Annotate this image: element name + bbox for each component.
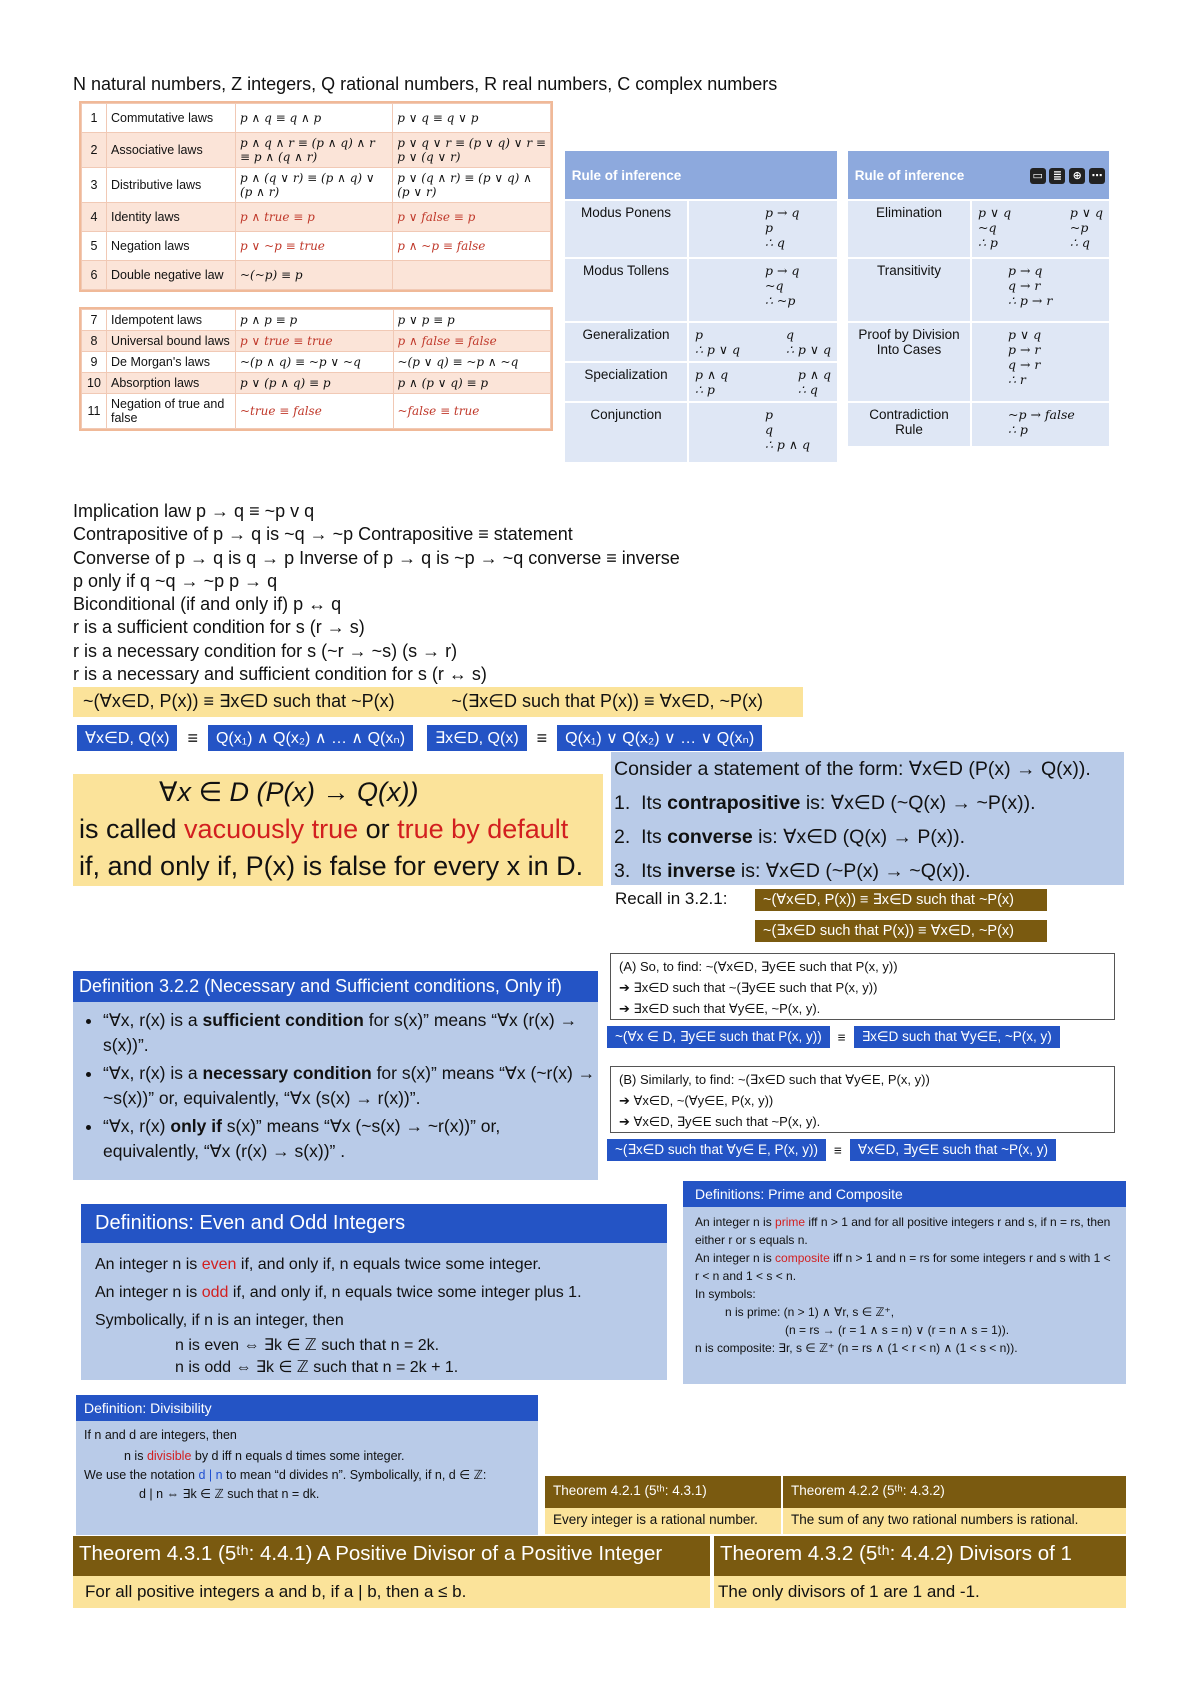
formula-line: p [695,327,704,342]
law-and-form: p ∧ q ≡ q ∧ p [236,104,393,133]
definition-3-2-2 [73,971,598,1180]
text: is: ∀x∈D (~P(x) → ~Q(x)). [735,860,971,882]
text: or [358,814,398,844]
prime-symbolic: n is prime: (n > 1) ∧ ∀r, s ∈ ℤ⁺, [725,1305,895,1319]
theorem-4-2-2-title: Theorem 4.2.2 (5ᵗʰ: 4.3.2) [783,1476,1126,1508]
exists-expansion-chip: Q(x₁) ∨ Q(x₂) ∨ … ∨ Q(xₙ) [557,725,762,751]
law-or-form: p ∨ p ≡ p [393,310,551,331]
definition-title: Definitions: Even and Odd Integers [81,1204,667,1243]
theorem-4-3-2-body: The only divisors of 1 are 1 and -1. [714,1576,1126,1608]
item-number: 2. [614,826,631,848]
text: iff n > 1 and for all positive integers r and s, if n = rs, then either r or s equals n. [695,1215,1111,1247]
step-line: ➔ ∃x∈D such that ∀y∈E, ~P(x, y). [619,1001,821,1016]
more-icon[interactable]: ⋯ [1089,168,1105,184]
rule-name: Proof by Division Into Cases [848,322,971,402]
rule-name: Modus Tollens [565,258,688,322]
law-and-form: ~(~p) ≡ p [236,261,393,290]
formula-line: p [765,407,774,422]
even-term: even [201,1256,237,1273]
definition-title: Definitions: Prime and Composite [683,1181,1126,1207]
odd-symbolic: n is odd ⇔ ∃k ∈ ℤ such that n = 2k + 1. [175,1359,459,1376]
formula-line: p ∨ q [978,205,1012,220]
formula-line: ∴ q [765,235,785,250]
text: We use the notation [84,1468,199,1482]
note-line: Contrapositive of p → q is ~q → ~p Contrapositive ≡ statement [73,524,573,545]
law-number: 6 [82,261,107,290]
inference-table-1 [565,151,837,462]
law-row [82,232,551,261]
even-symbolic: n is even ⇔ ∃k ∈ ℤ such that n = 2k. [175,1337,440,1354]
law-number: 3 [82,168,107,203]
text: An integer n is [695,1251,776,1265]
prime-symbolic-cont: (n = rs → (r = 1 ∧ s = n) ∨ (r = n ∧ s = 1)). [785,1323,1010,1337]
text: “∀x, r(x) is a [103,1010,203,1030]
step-line: (B) Similarly, to find: ~(∃x∈D such that ∀y∈E, P(x, y)) [619,1072,930,1087]
law-number: 2 [82,133,107,168]
law-or-form: p ∧ (p ∨ q) ≡ p [393,373,551,394]
formula-line: p → q [765,263,800,278]
law-or-form: p ∨ q ∨ r ≡ (p ∨ q) ∨ r ≡ p ∨ (q ∨ r) [393,133,551,168]
item-number: 1. [614,792,631,814]
rule-name: Modus Ponens [565,200,688,258]
inference-header: Rule of inference [848,151,971,200]
formula-line: q → r [1008,357,1041,372]
law-or-form: ~false ≡ true [393,394,551,429]
text: n is [124,1449,147,1463]
equiv-sign: ≡ [833,1142,842,1158]
equiv-sign: ≡ [837,1029,846,1045]
formula-line: p → q [1008,263,1043,278]
formula-line: p ∨ q [1008,327,1042,342]
step-line: ➔ ∀x∈D, ~(∀y∈E, P(x, y)) [619,1093,774,1108]
forall-expansion-chip: Q(x₁) ∧ Q(x₂) ∧ … ∧ Q(xₙ) [208,725,413,751]
negation-lhs: ~(∃x∈D such that ∀y∈ E, P(x, y)) [607,1139,826,1161]
prime-term: prime [775,1215,806,1229]
keyword: converse [667,826,753,848]
law-and-form: p ∨ (p ∧ q) ≡ p [236,373,394,394]
formula-line: ~p [1069,220,1089,235]
text: “∀x, r(x) is a [103,1063,203,1083]
text: for s(x)” means “∀x (r(x) → s(x))”. [103,1010,578,1055]
forall-chip: ∀x∈D, Q(x) [77,725,177,751]
rule-name: Conjunction [565,402,688,462]
formula-line: ~q [765,278,784,293]
law-and-form: p ∨ true ≡ true [236,331,394,352]
law-number: 9 [82,352,107,373]
formula-line: ∴ p ∨ q [695,342,741,357]
notes-icon[interactable]: ≣ [1049,168,1065,184]
law-or-form: p ∨ q ≡ q ∨ p [393,104,551,133]
step-line: (A) So, to find: ~(∀x∈D, ∃y∈E such that P(x, y)) [619,959,898,974]
def-line [95,1279,653,1307]
law-and-form: p ∧ p ≡ p [236,310,394,331]
law-and-form: p ∨ ~p ≡ true [236,232,393,261]
step-line: ➔ ∀x∈D, ∃y∈E such that ~P(x, y). [619,1114,821,1129]
note-line: p only if q ~q → ~p p → q [73,570,278,591]
theorem-4-2-1-title: Theorem 4.2.1 (5ᵗʰ: 4.3.1) [545,1476,781,1508]
exists-chip: ∃x∈D, Q(x) [427,725,527,751]
text: is: ∀x∈D (~Q(x) → ~P(x)). [800,792,1036,814]
inference-table-2 [848,151,1109,446]
formula-line: ∴ p → r [1008,293,1053,308]
law-row [82,373,551,394]
law-row [82,104,551,133]
definition-title: Definition: Divisibility [76,1395,538,1421]
divisibility-definition [76,1395,538,1535]
item-number: 3. [614,860,631,882]
law-row [82,310,551,331]
keyword: sufficient condition [202,1010,364,1030]
formula-line: ~p → false [1008,407,1075,422]
law-or-form: p ∨ false ≡ p [393,203,551,232]
divisible-term: divisible [146,1449,192,1463]
law-row [82,394,551,429]
text: An integer n is [95,1256,202,1273]
rule-name: Elimination [848,200,971,258]
formula-line: ∴ p ∨ q [785,342,831,357]
formula-line: ∴ q [797,382,818,397]
vacuous-line [79,811,603,848]
def-line [695,1249,1114,1285]
note-line: r is a necessary condition for s (~r → ~s) (s → r) [73,640,458,661]
rule-name: Specialization [565,362,688,402]
text: to mean “d divides n”. Symbolically, if n, d ∈ ℤ: [222,1468,487,1482]
law-name: Negation of true and false [107,394,236,429]
formula-line: p → r [1008,342,1041,357]
formula-line: ∴ p [1008,422,1028,437]
law-or-form [393,261,551,290]
law-row [82,133,551,168]
law-and-form: p ∧ true ≡ p [236,203,393,232]
composite-term: composite [775,1251,830,1265]
law-or-form: p ∧ false ≡ false [393,331,551,352]
keyword: inverse [667,860,736,882]
law-name: Universal bound laws [107,331,236,352]
text: s(x)” means “∀x (~s(x) → ~r(x))” or, equivalently, “∀x (r(x) → s(x))” . [103,1116,501,1161]
formula-line: p → q [765,205,800,220]
recall-line-1: ~(∀x∈D, P(x)) ≡ ∃x∈D such that ~P(x) [755,889,1047,911]
law-number: 8 [82,331,107,352]
inference-header: Rule of inference [565,151,688,200]
formula-line: ∴ r [1008,372,1026,387]
text: for s(x)” means “∀x (~r(x) → ~s(x))” or, equivalently, “∀x (s(x) → r(x))”. [103,1063,596,1108]
formula-line: ∴ p ∧ q [765,437,811,452]
laws-table-1 [79,101,553,292]
note-line: Implication law p → q ≡ ~p v q [73,501,315,521]
def-line: In symbols: [695,1287,756,1301]
law-name: Identity laws [107,203,236,232]
consider-title: Consider a statement of the form: ∀x∈D (P(x) → Q(x)). [614,758,1091,780]
composite-symbolic: n is composite: ∃r, s ∈ ℤ⁺ (n = rs ∧ (1 < r < n) ∧ (1 < s < n)). [695,1341,1018,1355]
formula-line: ∴ p [695,382,715,397]
law-number: 10 [82,373,107,394]
law-number: 1 [82,104,107,133]
note-line: Biconditional (if and only if) p ↔ q [73,594,342,615]
recall-line-2: ~(∃x∈D such that P(x)) ≡ ∀x∈D, ~P(x) [755,920,1047,942]
equiv-sign: ≡ [536,727,548,748]
text: Its [641,792,668,814]
formula-line: q → r [1008,278,1041,293]
negation-rhs: ∃x∈D such that ∀y∈E, ~P(x, y) [854,1026,1060,1048]
law-name: Idempotent laws [107,310,236,331]
text: if, and only if, n equals twice some integer plus 1. [228,1284,582,1301]
law-name: Distributive laws [107,168,236,203]
odd-term: odd [201,1284,229,1301]
def-line: If n and d are integers, then [84,1428,237,1442]
law-name: Absorption laws [107,373,236,394]
nested-negation-a-result [607,1025,1117,1049]
vacuous-condition: if, and only if, P(x) is false for every x in D. [79,851,584,881]
variant-item [614,820,1124,854]
law-number: 7 [82,310,107,331]
law-and-form: p ∧ (q ∨ r) ≡ (p ∧ q) ∨ (p ∧ r) [236,168,393,203]
note-line: r is a necessary and sufficient condition for s (r ↔ s) [73,664,487,685]
recall-label: Recall in 3.2.1: [615,889,728,908]
rule-name: Transitivity [848,258,971,322]
formula-line: ∴ p [978,235,998,250]
law-number: 11 [82,394,107,429]
bullet-necessary [103,1061,598,1110]
variant-item [614,786,1124,820]
vacuous-truth-box [73,774,603,886]
formula-line: q [765,422,774,437]
law-and-form: p ∧ q ∧ r ≡ (p ∧ q) ∧ r ≡ p ∧ (q ∧ r) [236,133,393,168]
def-line: Symbolically, if n is an integer, then [95,1312,344,1329]
keyword: only if [170,1116,222,1136]
nested-negation-b [610,1066,1115,1133]
negation-rhs: ∀x∈D, ∃y∈E such that ~P(x, y) [850,1139,1056,1161]
def-line [95,1251,653,1279]
law-number: 4 [82,203,107,232]
def-line [84,1467,530,1484]
theorem-4-3-1-title: Theorem 4.3.1 (5ᵗʰ: 4.4.1) A Positive Divisor of a Positive Integer [73,1536,710,1576]
negation-universal: ~(∀x∈D, P(x)) ≡ ∃x∈D such that ~P(x) [83,691,395,711]
negation-existential: ~(∃x∈D such that P(x)) ≡ ∀x∈D, ~P(x) [451,691,763,711]
formula-line: p ∧ q [797,367,831,382]
variant-item [614,854,1124,888]
note-line: Converse of p → q is q → p Inverse of p → q is ~p → ~q converse ≡ inverse [73,547,680,568]
law-row [82,261,551,290]
law-or-form: p ∨ (q ∧ r) ≡ (p ∨ q) ∧ (p ∨ r) [393,168,551,203]
vacuously-true-term: vacuously true [184,814,359,844]
law-or-form: ~(p ∨ q) ≡ ~p ∧ ~q [393,352,551,373]
law-and-form: ~(p ∧ q) ≡ ~p ∨ ~q [236,352,394,373]
zoom-icon[interactable]: ⊕ [1069,168,1085,184]
text: is called [79,814,185,844]
prime-composite-definition [683,1181,1126,1384]
text: by d iff n equals d times some integer. [191,1449,405,1463]
text: Its [641,826,668,848]
text: “∀x, r(x) [103,1116,171,1136]
text: iff n > 1 and n = rs for some integers r and s with 1 < r < n and 1 < s < n. [695,1251,1111,1283]
definition-title: Definition 3.2.2 (Necessary and Sufficient conditions, Only if) [73,971,598,1002]
law-row [82,352,551,373]
formula-line: ∴ ~p [765,293,796,308]
note-line: r is a sufficient condition for s (r → s) [73,617,365,638]
conditional-variants-box [611,752,1124,885]
quantifier-expansion [77,724,812,752]
text: if, and only if, n equals twice some integer. [236,1256,542,1273]
law-name: Associative laws [107,133,236,168]
formula-line: ∴ q [1069,235,1090,250]
true-by-default-term: true by default [397,814,569,844]
text: An integer n is [95,1284,202,1301]
formula-line: q [785,327,794,342]
def-line [84,1446,530,1467]
keyword: contrapositive [667,792,801,814]
def-line [695,1213,1114,1249]
implication-notes [73,500,680,686]
bullet-sufficient [103,1008,598,1057]
text: is: ∀x∈D (Q(x) → P(x)). [752,826,966,848]
divides-notation: d | n [198,1468,223,1482]
keyword: necessary condition [202,1063,372,1083]
divisibility-symbolic: d | n ⇔ ∃k ∈ ℤ such that n = dk. [139,1487,320,1501]
rule-name: Contradiction Rule [848,402,971,446]
law-number: 5 [82,232,107,261]
text: An integer n is [695,1215,776,1229]
bullet-only-if [103,1114,598,1163]
theorem-4-2-2-body: The sum of any two rational numbers is rational. [783,1508,1126,1534]
negation-lhs: ~(∀x ∈ D, ∃y∈E such that P(x, y)) [607,1026,830,1048]
formula-line: p ∧ q [695,367,729,382]
law-name: Negation laws [107,232,236,261]
theorem-4-3-1-body: For all positive integers a and b, if a | b, then a ≤ b. [73,1576,710,1608]
formula-line: p [765,220,774,235]
laws-table-2 [79,307,553,431]
nested-negation-a [610,953,1115,1020]
law-name: Double negative law [107,261,236,290]
comment-icon[interactable]: ▭ [1030,168,1046,184]
even-odd-definition [81,1204,667,1380]
law-and-form: ~true ≡ false [236,394,394,429]
law-row [82,331,551,352]
rule-name: Generalization [565,322,688,362]
step-line: ➔ ∃x∈D such that ~(∃y∈E such that P(x, y)) [619,980,878,995]
law-or-form: p ∧ ~p ≡ false [393,232,551,261]
formula-line: p ∨ q [1069,205,1103,220]
quantifier-negation-box [73,687,803,717]
page-header: N natural numbers, Z integers, Q rational numbers, R real numbers, C complex numbers [73,74,778,94]
law-row [82,168,551,203]
law-name: De Morgan's laws [107,352,236,373]
vacuous-formula: ∀x ∈ D (P(x) → Q(x)) [159,777,419,807]
nested-negation-b-result [607,1138,1117,1162]
formula-line: ~q [978,220,997,235]
law-name: Commutative laws [107,104,236,133]
law-row [82,203,551,232]
theorem-4-3-2-title: Theorem 4.3.2 (5ᵗʰ: 4.4.2) Divisors of 1 [714,1536,1126,1576]
equiv-sign: ≡ [187,727,198,748]
text: Its [641,860,668,882]
theorem-4-2-1-body: Every integer is a rational number. [545,1508,781,1534]
